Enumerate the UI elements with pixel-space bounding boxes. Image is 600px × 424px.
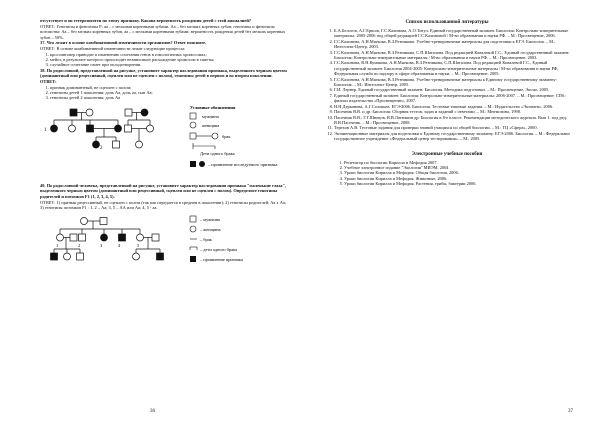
pedigree-number: 3 — [100, 242, 103, 248]
pedigree-diagram-1 — [40, 103, 290, 183]
affected-square-icon — [190, 256, 196, 262]
page-number-left: 36 — [150, 409, 155, 414]
reference-item: 4. Г.С.Калинова, В.Н.Кумакова, А.Н.Мягкова, В.З.Резникова, С.П.Шаталова. Под редакцией Ковалевой Г.С., Единый государственный экзамен: Биология 2004-2005: Контрольно-измерительные материалы / М-во образования и науки РФ, Федеральная служба по надзору в сфере образования и науки. – М.: Просвещение, 2005. — [334, 60, 572, 76]
list-item: 2. генотипы детей 1 поколения: дочь Аа, дочь аа, сын Аа; — [50, 90, 290, 95]
page-number-right: 37 — [568, 409, 573, 414]
reference-item: 3. Г.С.Калинова, А.Н.Мягкова, В.З.Резникова, С.П.Шаталова. Под редакцией Ковалевой Г.С., Единый государственный экзамен: Биология: Контрольно-измерительные материалы / М-во образования и науки РФ. – М.: Просвещение, 2003. — [334, 50, 572, 61]
legend-trait: – проявление исследуемого признака — [208, 161, 278, 167]
right-page — [300, 0, 600, 424]
question-40: 40. По родословной человека, представленной на рисунке, установите характер наследования признака "маленькие глаза", выделенного черным цветом (доминантный или рецессивный, сцеплен или не сцеплен с полом). Определите генотипы родителей и потомков F1 (1, 2, 3, 4, 5). — [40, 182, 286, 199]
references-list — [322, 28, 572, 142]
pedigree-number: 5 — [137, 242, 140, 248]
question-37: 37. Что лежит в основе комбинативной изменчивости организмов? Ответ поясните. — [40, 40, 207, 46]
pedigree-number: 1 — [56, 242, 59, 248]
electronic-resources-list — [322, 160, 572, 187]
reference-item: 10. Пасечник В.В., Г.Г.Швецов, В.В.Латюшин др. Биология в 8-е классе. Рекомендации методического журнала. Вып 1. под ред. В.В.Пасечник. – М.: Просвещение, 2008. — [334, 115, 572, 126]
resource-item: 1. Репетитор по биологии Кирилла и Мефодия 2007. — [344, 160, 572, 165]
affected-circle-icon — [199, 161, 205, 167]
question-38: 38. По родословной, представленной на рисунке, установите характер наследования признака, выделенного черным цветом (доминантный или рецессивный, сцеплен или не сцеплен с полом), генотипы детей в первом и во втором поколении. — [40, 67, 287, 79]
references-title: Список использованной литературы — [405, 20, 489, 25]
female-circle-icon — [190, 226, 196, 232]
reference-item: 2. Г.С.Калинова, А.Н.Мягкова, В.З.Резникова. Учебно-тренировочные материалы для подготовки к ЕГЭ. Биология. – М.: Интеллект-Центр, 2003. — [334, 39, 572, 50]
affected-square-icon — [190, 161, 196, 167]
reference-item: 1. Б.А.Белогов, А.Г.Ершов, Г.С.Калинова, А.О.Титул. Единый государственный экзамен. Биология: Контрольно-измерительные материалы: 2005-2006 под общей редакцией Г.С.Калиновой / М-во образования и науки РФ. – М.: Просвещение, 2006. — [334, 28, 572, 39]
reference-item: 12. Экзаменационные материалы для подготовки к Единому государственному экзамену. ЕГЭ-2006. Биология. – М.: Федеральное государственное учреждение «Федеральный центр тестирования». – М., 2005. — [334, 131, 572, 142]
list-item: 3. генотипы детей 2 поколения: дочь Аа — [50, 95, 290, 100]
pedigree-legend-2 — [190, 216, 243, 262]
answer-38-list — [40, 85, 290, 101]
legend2-trait: – проявление признака — [200, 256, 243, 262]
reference-item: 6. Г.И. Лернер. Единый государственный экзамен: Биология. Методика подготовки. – М.: Просвещение, Эксмо, 2005. — [334, 87, 572, 92]
legend-female: женщина — [202, 122, 220, 128]
pedigree-number: 2 — [78, 242, 81, 248]
legend-marriage: брак — [222, 133, 231, 139]
reference-item: 7. Единый государственный экзамен: Биология: Контрольно-измерительные материалы: 2006-2007. – М.: Просвещение; СПб.: филиал издательства «Просвещение», 2007. — [334, 93, 572, 104]
reference-item: 5. Г.С.Калинова, А.Н.Мягкова, В.З.Резникова. Учебно-тренировочные материалы к Единому государственному экзамену: Биология. – М.: Интеллект-Центр, 2005. — [334, 77, 572, 88]
female-circle-icon — [190, 122, 196, 128]
generation-label: 1 — [44, 127, 47, 133]
resource-item: 4. Уроки биологии Кирилла и Мефодия. Животные, 2006. — [344, 176, 572, 181]
reference-item: 8. Н.Н.Дерканова, А.Г.Соловьев. ЕГЭ-2006. Биология. Тестовые типовые задания. – М.: Издательство «Экзамен», 2006. — [334, 104, 572, 109]
male-square-icon — [190, 216, 196, 222]
answer-37-head: ОТВЕТ: В основе комбинативной изменчивости лежат следующие процессы: — [40, 45, 186, 51]
list-item: 3. случайное сочетание гамет при оплодотворении. — [50, 62, 290, 67]
legend2-children: – дети одного брака — [200, 246, 238, 252]
legend2-marriage: – брак — [200, 236, 212, 242]
list-item: 1. признак доминантный, не сцеплен с полом; — [50, 85, 290, 90]
generation-label: 2 — [100, 145, 103, 151]
list-item: 1. кроссинговер приводит к изменению сочетания генов в гомологичных хромосомах; — [50, 52, 290, 57]
resource-item: 3. Уроки биологии Кирилла и Мефодия. Общая биология, 2006. — [344, 170, 572, 175]
legend2-male: – мужчина — [200, 216, 220, 222]
resource-item: 2. Учебное электронное издание "Экология" МИЭМ. 2004 — [344, 165, 572, 170]
reference-item: 11. Терехов А.В. Тестовые задания для проверки знаний учащихся по общей биологии. – М.: ТЦ «Сфера», 2000. — [334, 125, 572, 130]
pedigree-legend — [190, 105, 277, 167]
resource-item: 5. Уроки биологии Кирилла и Мефодия. Растения, грибы, бактерии 2006. — [344, 181, 572, 186]
reference-item: 9. Пасечник В.В. и др. Биология: Сборник тестов, задач и заданий с ответами. – М.: Мнемозина, 1998. — [334, 109, 572, 114]
legend-title: Условные обозначения — [190, 104, 236, 110]
pedigree-number: 4 — [118, 242, 121, 248]
list-item: 2. мейоз, в результате которого происходит независимое расхождение хромосом в гаметы; — [50, 57, 290, 62]
pedigree-diagram-2 — [40, 213, 290, 285]
answer-37-list — [40, 52, 290, 68]
legend-male: мужчина — [202, 113, 219, 119]
answer-36: ОТВЕТ: Генотипы и фенотипы Р: аа – с мелкими коренными зубами, Аа – без мелких коренных зубов; генотипы и фенотипы потомства: Аа – без мелких коренных зубов, аа – с мелкими коренными зубами; вероятность рождения детей без мелких коренных зубов – 50%. — [40, 23, 286, 40]
legend2-female: – женщина — [200, 226, 221, 232]
answer-40: ОТВЕТ: 1) признак рецессивный, не сцеплен с полом (так как передается в среднем в поколении); 2) генотипы родителей: Аа х Аа; 3) генотипы потомков F1 : 1, 2 – Аа; 3, 5 – АА или Аа; 4, 5 - аа. — [40, 199, 287, 211]
electronic-resources-title: Электронные учебные пособия — [411, 151, 483, 157]
male-square-icon — [190, 113, 196, 119]
legend-children: Дети одного брака — [200, 150, 235, 156]
question-36-tail: отсутствует и он гетерозиготен по этому признаку. Какова вероятность рождения детей с этой аномалией? — [40, 18, 252, 23]
answer-38-head: ОТВЕТ: — [40, 78, 57, 84]
